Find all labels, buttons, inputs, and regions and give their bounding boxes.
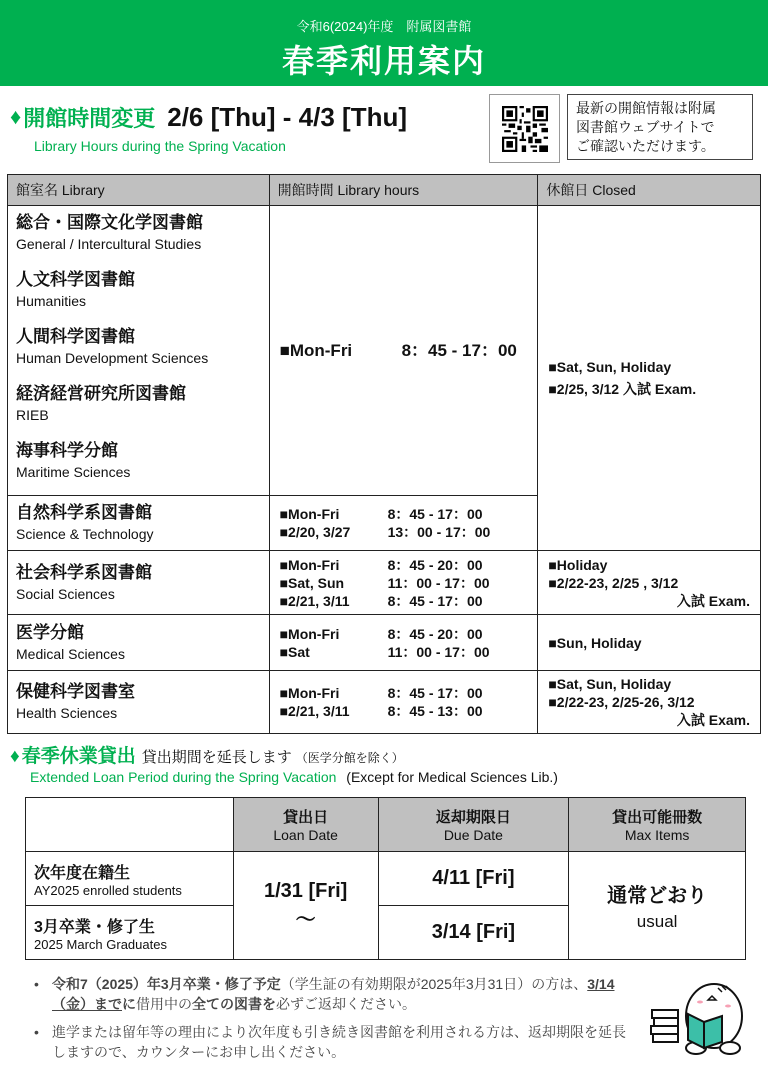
loan-date-cell: 1/31 [Fri] ～ — [233, 852, 378, 960]
row-enrolled-students: 次年度在籍生 AY2025 enrolled students — [26, 852, 234, 906]
section-loan-title-jp: 春季休業貸出 — [21, 746, 136, 767]
closed-line: ■2/22-23, 2/25 , 3/12 — [548, 574, 679, 591]
diamond-icon: ♦ — [10, 746, 20, 767]
hours-line: ■Mon-Fri 8：45 - 20：00 — [279, 625, 483, 642]
library-name-en: Social Sciences — [16, 585, 115, 602]
hours-line: ■Sat, Sun 11：00 - 17：00 — [279, 574, 490, 591]
library-name-en: Medical Sciences — [16, 645, 125, 662]
note-extension: • 進学または留年等の理由により次年度も引き続き図書館を利用される方は、返却期限を延長しますので、カウンターにお申し出ください。 — [34, 1024, 626, 1060]
section-loan-title-en-text: Extended Loan Period during the Spring Vacation — [30, 769, 337, 785]
section-hours-title-jp: 開館時間変更 — [23, 105, 156, 131]
library-general — [16, 208, 261, 265]
closed-line: ■2/25, 3/12 入試 Exam. — [548, 381, 697, 397]
hours-line: ■Mon-Fri 8：45 - 17：00 — [279, 340, 517, 360]
row-march-graduates: 3月卒業・修了生 2025 March Graduates — [26, 906, 234, 960]
closed-line: 入試 Exam. — [676, 592, 750, 609]
library-name-jp: 人間科学図書館 — [16, 327, 135, 346]
library-name-jp: 保健科学図書室 — [16, 682, 135, 701]
hours-line: ■2/21, 3/11 8：45 - 13：00 — [279, 703, 483, 719]
library-name-en: General / Intercultural Studies — [16, 236, 202, 252]
hours-line: ■Mon-Fri 8：45 - 17：00 — [279, 506, 483, 522]
closed-line: ■Holiday — [548, 556, 608, 573]
library-name-en: Science & Technology — [16, 526, 154, 542]
table-header-row — [8, 175, 761, 206]
library-medical — [8, 615, 270, 671]
library-name-jp: 経済経営研究所図書館 — [16, 384, 186, 403]
library-name-en: RIEB — [16, 407, 49, 423]
bullet-icon: • — [34, 1024, 39, 1040]
library-name-jp: 海事科学分館 — [16, 441, 118, 460]
column-header-closed: 休館日 Closed — [538, 175, 761, 206]
max-items-cell: 通常どおり usual — [569, 852, 746, 960]
library-name-en: Human Development Sciences — [16, 350, 209, 366]
hours-line: ■Sat 11：00 - 17：00 — [279, 643, 490, 660]
hours-line: ■Mon-Fri 8：45 - 17：00 — [279, 685, 483, 701]
section-hours-title-en: Library Hours during the Spring Vacation — [34, 138, 286, 154]
section-hours-dates: 2/6 [Thu] - 4/3 [Thu] — [167, 101, 408, 132]
hours-line: ■2/20, 3/27 13：00 - 17：00 — [279, 524, 491, 540]
closed-cell — [538, 615, 761, 671]
library-name-jp: 総合・国際文化学図書館 — [16, 213, 203, 232]
hours-line: ■2/21, 3/11 8：45 - 17：00 — [279, 592, 483, 609]
reading-mascot-icon — [648, 970, 748, 1060]
library-maritime — [16, 436, 261, 493]
table-row — [26, 852, 746, 906]
library-name-jp: 医学分館 — [16, 622, 84, 642]
column-header-due-date: 返却期限日 Due Date — [378, 798, 569, 852]
hours-cell — [269, 671, 538, 734]
hours-table — [7, 174, 761, 734]
closed-line: ■Sat, Sun, Holiday — [548, 676, 672, 692]
section-loan-exception-en: (Except for Medical Sciences Lib.) — [346, 769, 558, 785]
library-human-development — [16, 322, 261, 379]
section-hours-title — [10, 100, 407, 134]
hours-cell — [269, 496, 538, 551]
closed-line: ■Sun, Holiday — [548, 634, 642, 651]
closed-line: 入試 Exam. — [676, 712, 750, 728]
closed-line: ■Sat, Sun, Holiday — [548, 359, 672, 375]
notice-line: 図書館ウェブサイトで — [576, 119, 715, 135]
column-header-max-items: 貸出可能冊数 Max Items — [569, 798, 746, 852]
closed-cell — [538, 206, 761, 551]
website-notice — [567, 94, 753, 160]
qr-code-icon — [502, 106, 548, 152]
library-humanities — [16, 265, 261, 322]
qr-code[interactable] — [489, 94, 560, 163]
table-row — [8, 551, 761, 615]
library-name-jp: 社会科学系図書館 — [16, 562, 152, 582]
table-row — [8, 671, 761, 734]
library-cell — [8, 206, 270, 496]
closed-cell — [538, 671, 761, 734]
notes-list — [32, 974, 632, 1070]
table-row — [8, 206, 761, 496]
column-header-hours: 開館時間 Library hours — [269, 175, 538, 206]
closed-line: ■2/22-23, 2/25-26, 3/12 — [548, 694, 695, 710]
empty-header — [26, 798, 234, 852]
header-banner — [0, 0, 768, 86]
table-header-row — [26, 798, 746, 852]
library-name-en: Maritime Sciences — [16, 464, 131, 480]
closed-cell — [538, 551, 761, 615]
notice-line: ご確認いただけます。 — [576, 138, 715, 154]
column-header-library: 館室名 Library — [8, 175, 270, 206]
library-name-en: Health Sciences — [16, 705, 118, 721]
library-name-jp: 人文科学図書館 — [16, 270, 135, 289]
hours-cell — [269, 206, 538, 496]
due-date-enrolled: 4/11 [Fri] — [378, 852, 569, 906]
notice-line: 最新の開館情報は附属 — [576, 100, 716, 116]
library-social — [8, 551, 270, 615]
library-health — [8, 671, 270, 734]
section-loan-desc: 貸出期間を延長します — [141, 749, 292, 766]
diamond-icon: ♦ — [10, 104, 22, 129]
hours-cell — [269, 551, 538, 615]
due-date-graduates: 3/14 [Fri] — [378, 906, 569, 960]
library-rieb — [16, 379, 261, 436]
column-header-loan-date: 貸出日 Loan Date — [233, 798, 378, 852]
library-science — [8, 496, 270, 551]
loan-table — [25, 797, 746, 960]
library-name-en: Humanities — [16, 293, 87, 309]
page-title: 春季利用案内 — [281, 43, 486, 79]
hours-cell — [269, 615, 538, 671]
header-subtitle: 令和6(2024)年度 附属図書館 — [296, 19, 472, 34]
note-graduates: • 令和7（2025）年3月卒業・修了予定（学生証の有効期限が2025年3月31日）の方は、3/14（金）までに借用中の全ての図書を必ずご返却ください。 — [34, 976, 615, 1012]
bullet-icon: • — [34, 976, 39, 992]
section-loan-title-en — [30, 769, 558, 785]
library-name-jp: 自然科学系図書館 — [16, 503, 152, 522]
hours-line: ■Mon-Fri 8：45 - 20：00 — [279, 556, 483, 573]
section-loan-title — [10, 741, 404, 768]
table-row — [8, 615, 761, 671]
section-loan-exception-jp: （医学分館を除く） — [295, 751, 404, 765]
